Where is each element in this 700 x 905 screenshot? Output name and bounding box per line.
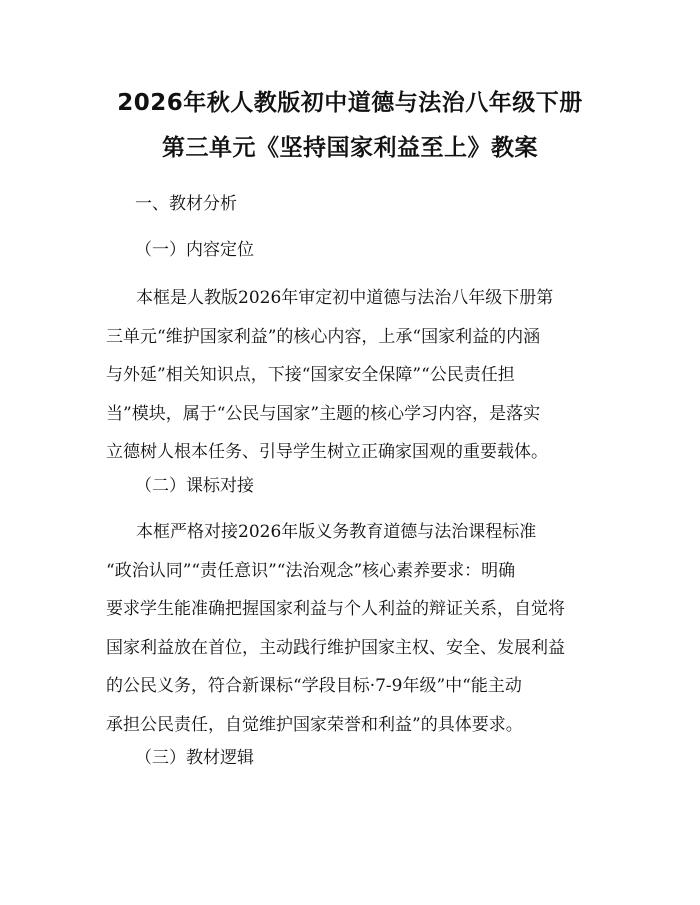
- paragraph-line: 当”模块，属于“公民与国家”主题的核心学习内容，是落实: [106, 403, 541, 424]
- paragraph-line: 本框严格对接2026年版义务教育道德与法治课程标准: [136, 522, 537, 542]
- paragraph-line: 三单元“维护国家利益”的核心内容，上承“国家利益的内涵: [106, 326, 541, 347]
- subheading-content-positioning: （一）内容定位: [135, 240, 254, 260]
- paragraph-line: 立德树人根本任务、引导学生树立正确家国观的重要载体。: [106, 442, 548, 462]
- paragraph-line: 本框是人教版2026年审定初中道德与法治八年级下册第: [136, 288, 554, 308]
- paragraph-curriculum-alignment: [106, 520, 606, 751]
- document-title-line-2: 第三单元《坚持国家利益至上》教案: [162, 135, 538, 161]
- paragraph-content-positioning: [106, 286, 606, 479]
- subheading-curriculum-alignment: （二）课标对接: [135, 476, 254, 496]
- document-title-line-1: 2026年秋人教版初中道德与法治八年级下册: [117, 90, 583, 116]
- paragraph-line: 国家利益放在首位，主动践行维护国家主权、安全、发展利益: [106, 637, 565, 658]
- section-heading-textbook-analysis: 一、教材分析: [135, 194, 237, 214]
- paragraph-line: 与外延”相关知识点，下接“国家安全保障”“公民责任担: [106, 365, 515, 385]
- paragraph-line: 的公民义务，符合新课标“学段目标·7-9年级”中“能主动: [106, 676, 522, 696]
- paragraph-line: 承担公民责任，自觉维护国家荣誉和利益”的具体要求。: [106, 714, 523, 735]
- subheading-textbook-logic: （三）教材逻辑: [135, 748, 254, 768]
- paragraph-line: “政治认同”“责任意识”“法治观念”核心素养要求：明确: [106, 560, 516, 581]
- paragraph-line: 要求学生能准确把握国家利益与个人利益的辩证关系，自觉将: [106, 599, 565, 619]
